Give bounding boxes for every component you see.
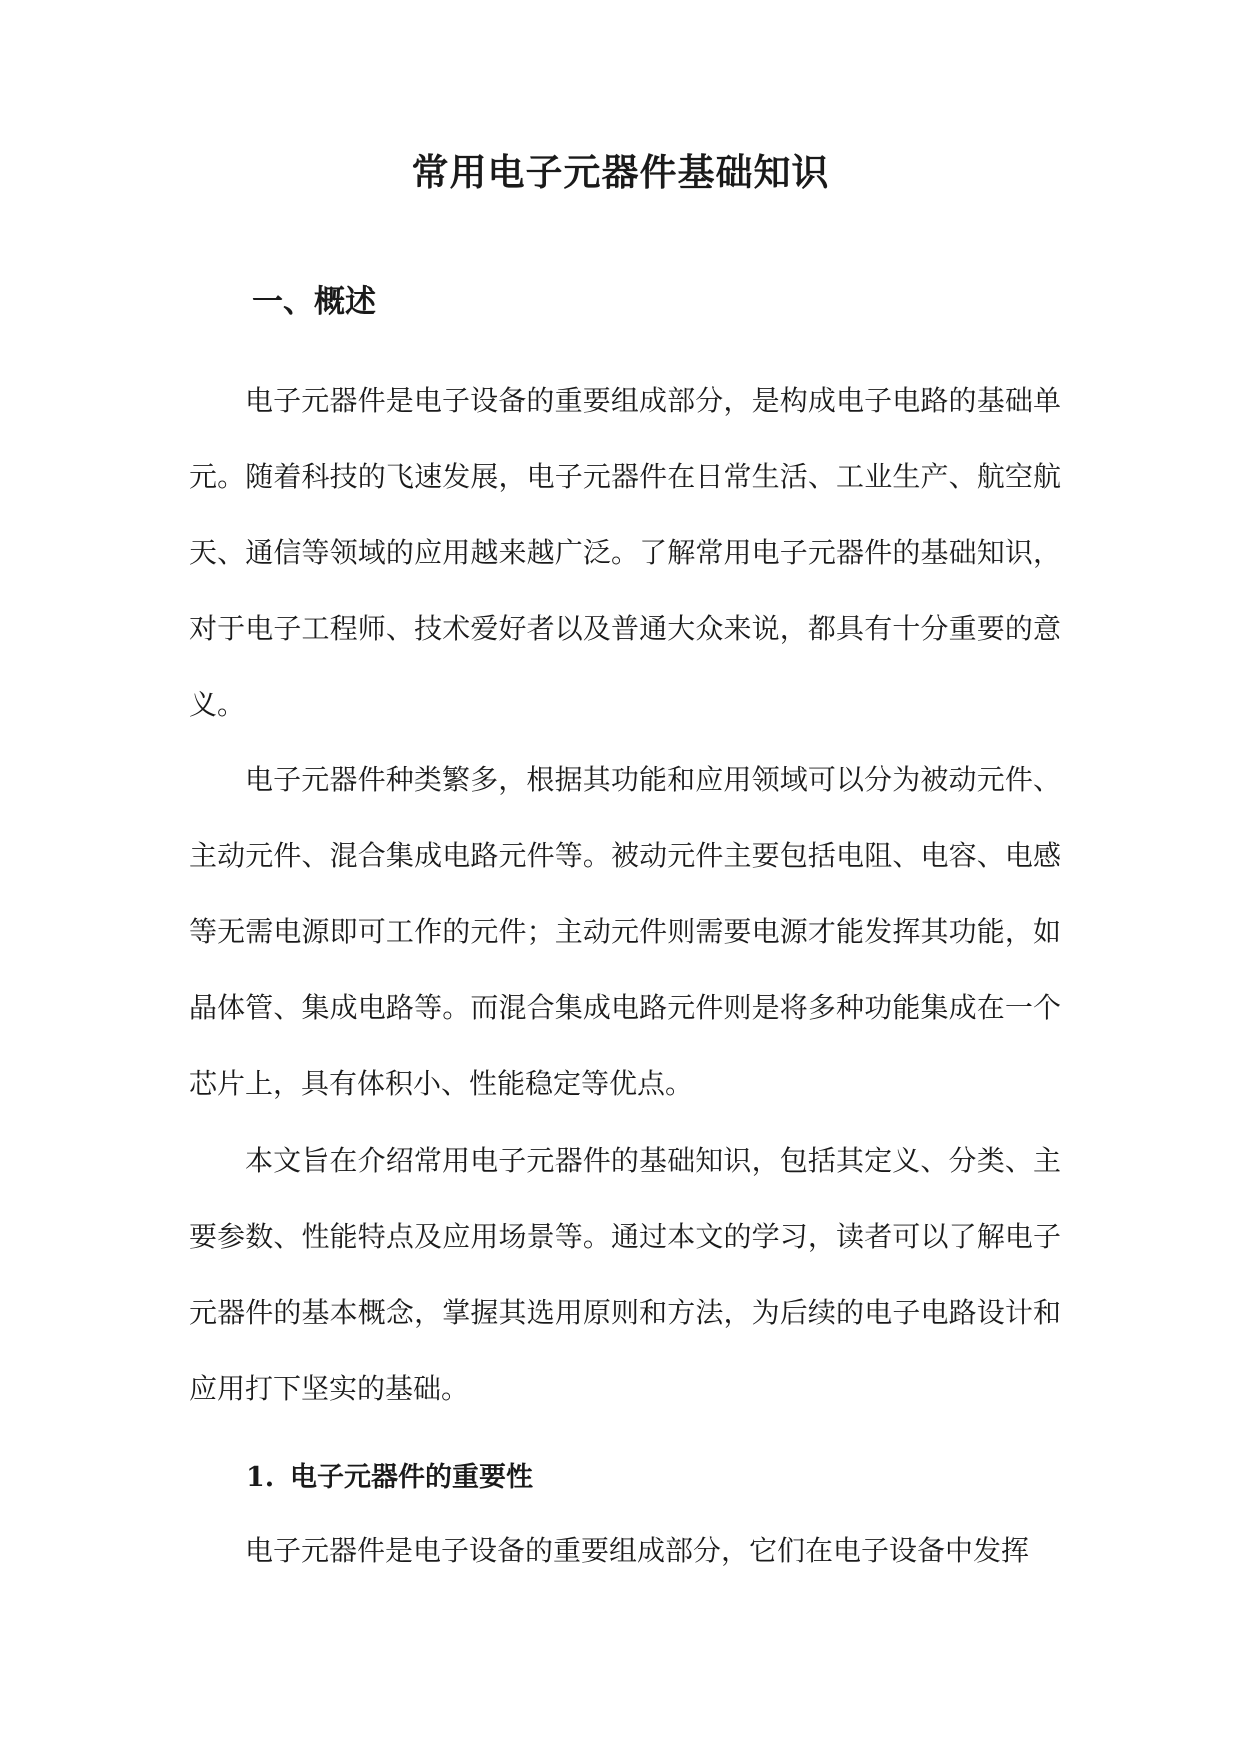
overview-paragraph-2: 电子元器件种类繁多，根据其功能和应用领域可以分为被动元件、主动元件、混合集成电路元件等。被动元件主要包括电阻、电容、电感等无需电源即可工作的元件；主动元件则需要电源才能发挥其功能，如晶体管、集成电路等。而混合集成电路元件则是将多种功能集成在一个芯片上，具有体积小、性能稳定等优点。 — [189, 763, 1061, 1100]
document-title: 常用电子元器件基础知识 — [411, 150, 830, 194]
importance-paragraph-1: 电子元器件是电子设备的重要组成部分，它们在电子设备中发挥 — [245, 1534, 1030, 1567]
subsection-number: 1. — [246, 1462, 275, 1493]
section-heading-overview: 一、概述 — [252, 284, 376, 320]
subsection-heading-text: 电子元器件的重要性 — [290, 1462, 533, 1493]
subsection-heading-importance — [246, 1458, 533, 1498]
overview-paragraph-1: 电子元器件是电子设备的重要组成部分，是构成电子电路的基础单元。随着科技的飞速发展，电子元器件在日常生活、工业生产、航空航天、通信等领域的应用越来越广泛。了解常用电子元器件的基础知识，对于电子工程师、技术爱好者以及普通大众来说，都具有十分重要的意义。 — [189, 384, 1061, 721]
overview-paragraph-3: 本文旨在介绍常用电子元器件的基础知识，包括其定义、分类、主要参数、性能特点及应用场景等。通过本文的学习，读者可以了解电子元器件的基本概念，掌握其选用原则和方法，为后续的电子电路设计和应用打下坚实的基础。 — [189, 1144, 1061, 1405]
